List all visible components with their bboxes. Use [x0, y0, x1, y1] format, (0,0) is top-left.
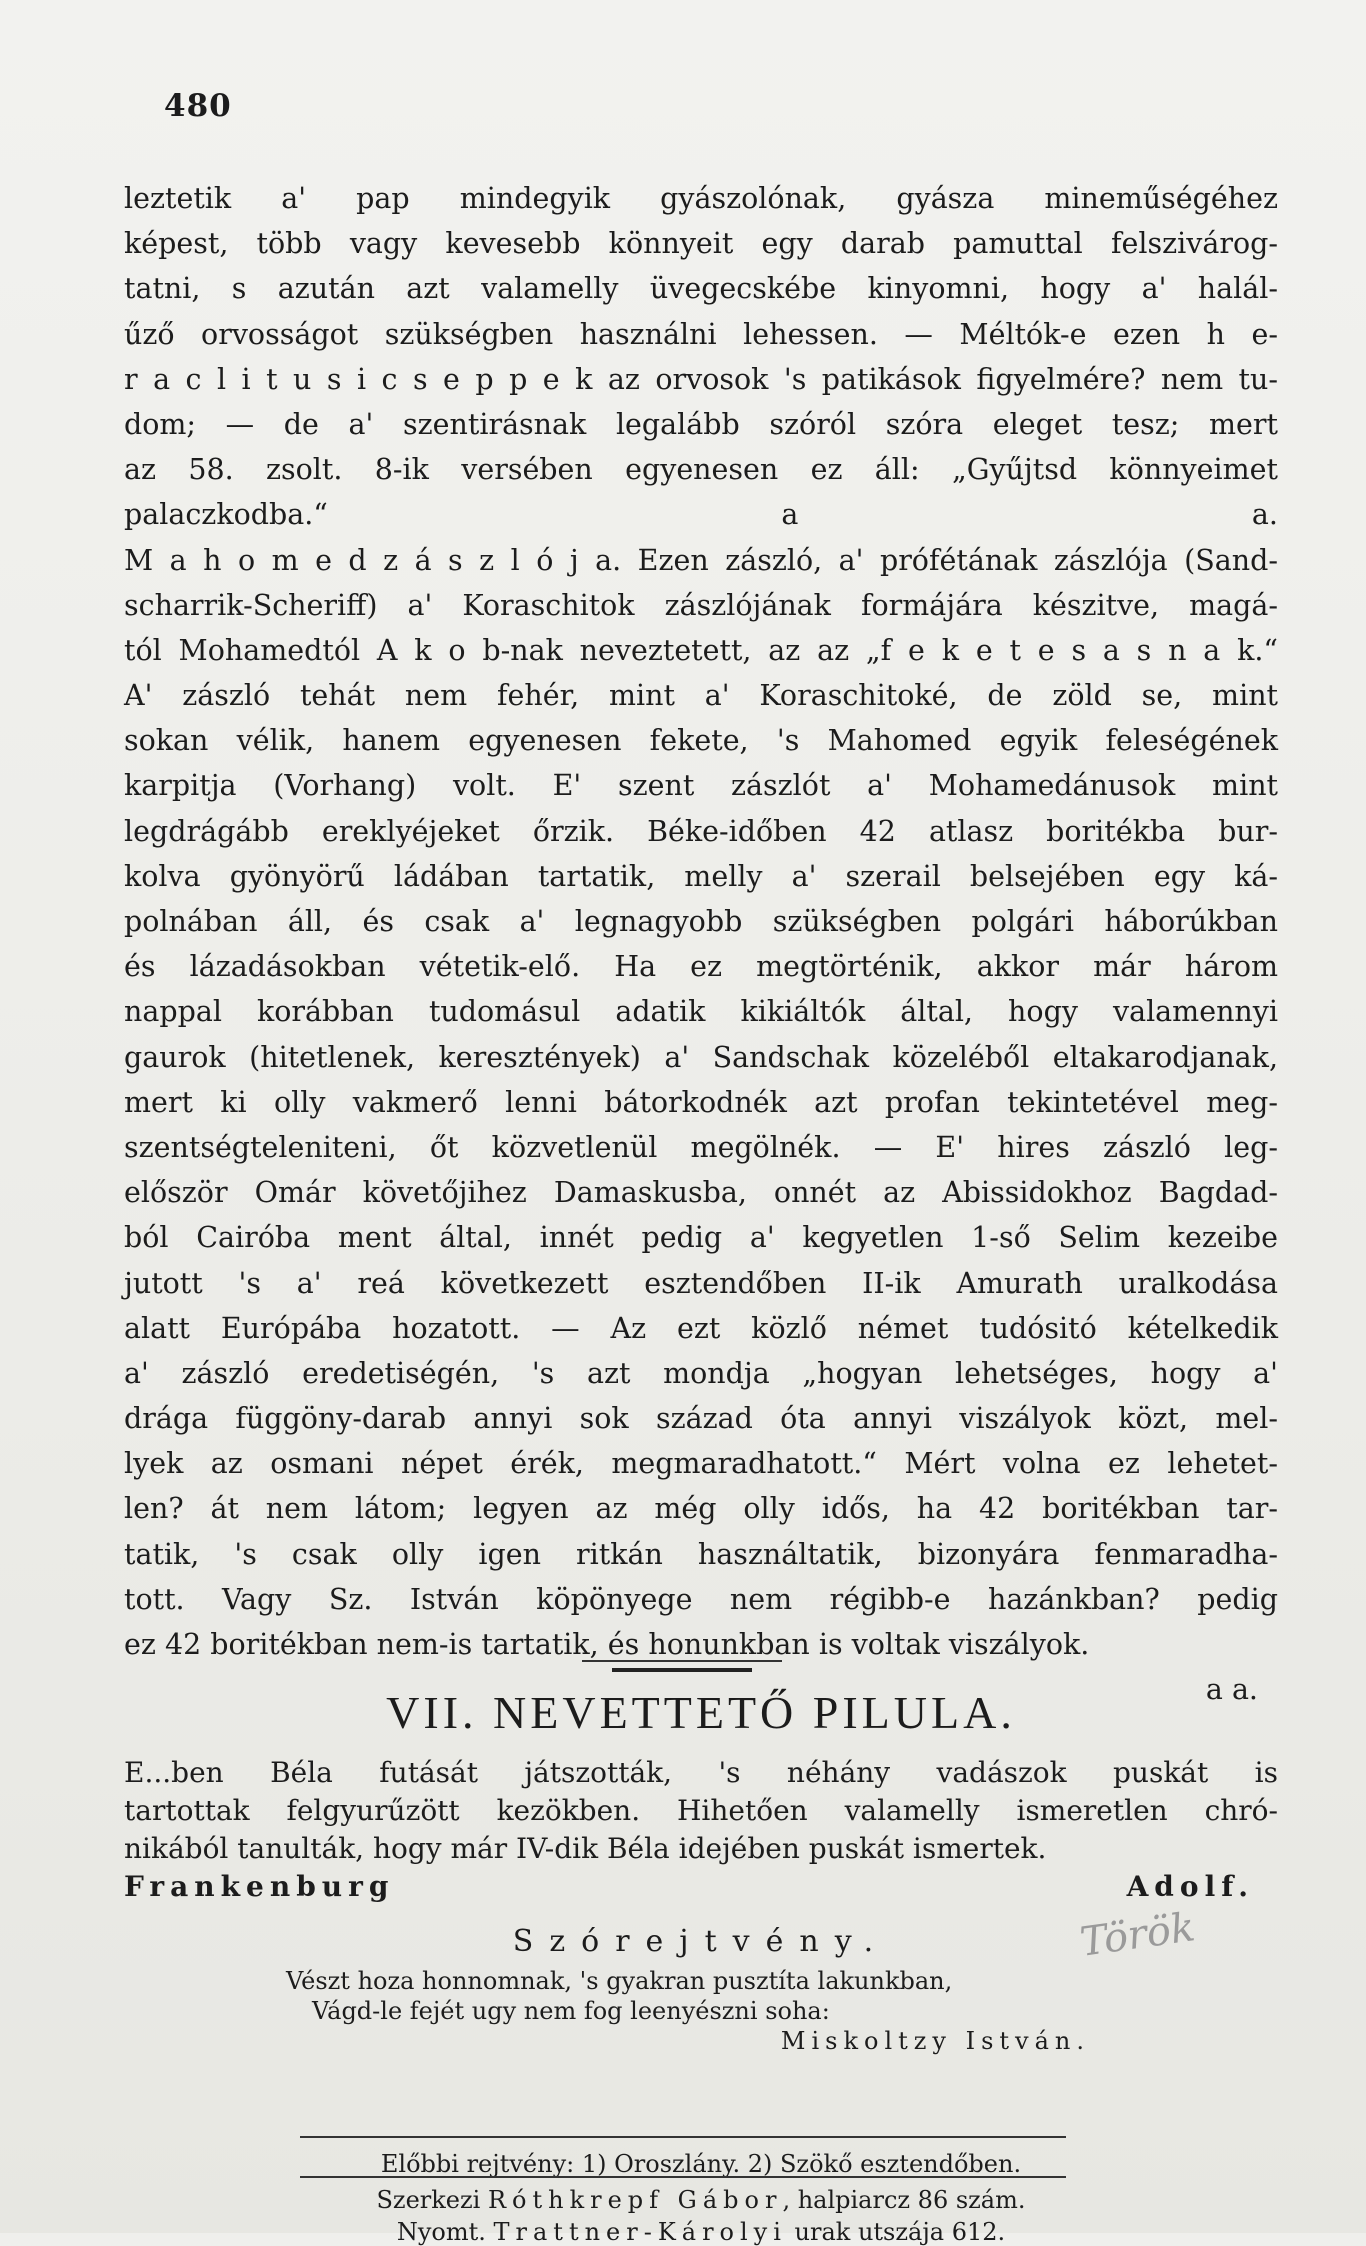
footer-rule-2 — [300, 2176, 1066, 2178]
body-line: alatt Európába hozatott. — Az ezt közlő német tudósitó kételkedik — [124, 1311, 1278, 1345]
printer-prefix: Nyomt. — [396, 2218, 486, 2246]
body-line: jutott 's a' reá következett esztendőben II-ik Amurath uralkodása — [124, 1266, 1278, 1300]
riddle-author: Miskoltzy István. — [780, 2027, 1090, 2055]
divider-rule — [582, 1660, 782, 1662]
editor-address: , halpiarcz 86 szám. — [782, 2186, 1026, 2214]
printer-address: urak utszája 612. — [794, 2218, 1006, 2246]
body-line: dom; — de a' szentirásnak legalább szóról szóra eleget tesz; mert — [124, 407, 1278, 441]
body-line: nappal korábban tudomásul adatik kikiáltók által, hogy valamennyi — [124, 995, 1278, 1029]
body-line: r a c l i t u s i c s e p p e k az orvosok 's patikások figyelmére? nem tu- — [124, 362, 1278, 396]
editor-line — [124, 2186, 1278, 2214]
body-line: a' zászló eredetiségén, 's azt mondja „hogyan lehetséges, hogy a' — [124, 1356, 1278, 1390]
body-line: palaczkodba.“ a a. — [124, 498, 1278, 532]
body-line: polnában áll, és csak a' legnagyobb szükségben polgári háborúkban — [124, 905, 1278, 938]
riddle-line: Vágd-le fejét ugy nem fog leenyészni soha: — [312, 1997, 830, 2025]
riddle-title: Szórejtvény. — [512, 1924, 890, 1959]
body-line: szentségteleniteni, őt közvetlenül megölnék. — E' hires zászló leg- — [124, 1130, 1278, 1164]
article-signoff: a a. — [1205, 1673, 1258, 1707]
body-line: legdrágább ereklyéjeket őrzik. Béke-időben 42 atlasz boritékba bur- — [124, 814, 1278, 848]
body-line: kolva gyönyörű ládában tartatik, melly a' szerail belsejében egy ká- — [124, 859, 1278, 893]
section-title: VII. NEVETTETŐ PILULA. — [386, 1687, 1016, 1738]
anecdote-line: tartottak felgyurűzött kezökben. Hihetően valamelly ismeretlen chró- — [124, 1794, 1278, 1827]
body-line: drága függöny-darab annyi sok század óta annyi viszályok közt, mel- — [124, 1402, 1278, 1436]
body-line: tatni, s azután azt valamelly üvegecskébe kinyomni, hogy a' halál- — [124, 272, 1278, 306]
body-line: leztetik a' pap mindegyik gyászolónak, gyásza mineműségéhez — [124, 182, 1278, 215]
printer-name: Trattner-Károlyi — [493, 2218, 787, 2246]
riddle-line: Vészt hoza honnomnak, 's gyakran pusztíta lakunkban, — [286, 1967, 953, 1995]
article-body — [124, 176, 1278, 1712]
page-number: 480 — [164, 88, 232, 124]
body-line: először Omár követőjihez Damaskusba, onnét az Abissidokhoz Bagdad- — [124, 1176, 1278, 1210]
body-line: gaurok (hitetlenek, keresztények) a' Sandschak közeléből eltakarodjanak, — [124, 1040, 1278, 1074]
body-line: M a h o m e d z á s z l ó j a. Ezen zászló, a' prófétának zászlója (Sand- — [124, 543, 1278, 577]
body-line: scharrik-Scheriff) a' Koraschitok zászlójának formájára készitve, magá- — [124, 588, 1278, 622]
anecdote — [124, 1754, 1278, 1906]
footer-rule — [300, 2136, 1066, 2138]
body-line: ból Cairóba ment által, innét pedig a' kegyetlen 1-ső Selim kezeibe — [124, 1221, 1278, 1255]
previous-riddle-answer: Előbbi rejtvény: 1) Oroszlány. 2) Szökő esztendőben. — [380, 2150, 1022, 2178]
anecdote-author: Frankenburg Adolf. — [124, 1870, 1254, 1903]
body-line: len? át nem látom; legyen az még olly idős, ha 42 boritékban tar- — [124, 1492, 1278, 1526]
body-line: karpitja (Vorhang) volt. E' szent zászlót a' Mohamedánusok mint — [124, 769, 1278, 803]
body-line: tól Mohamedtól A k o b-nak neveztetett, az az „f e k e t e s a s n a k.“ — [124, 633, 1278, 667]
editor-name: Róthkrepf Gábor — [487, 2186, 783, 2214]
body-line: és lázadásokban vétetik-elő. Ha ez megtörténik, akkor már három — [124, 950, 1278, 984]
body-line: sokan vélik, hanem egyenesen fekete, 's Mahomed egyik feleségének — [124, 724, 1278, 758]
divider-rule-thick — [612, 1668, 752, 1672]
anecdote-line: E...ben Béla futását játszották, 's néhány vadászok puskát is — [124, 1756, 1278, 1789]
body-line: mert ki olly vakmerő lenni bátorkodnék azt profan tekintetével meg- — [124, 1085, 1278, 1119]
anecdote-line: nikából tanulták, hogy már IV-dik Béla idejében puskát ismertek. — [124, 1832, 1047, 1865]
printer-line — [124, 2218, 1278, 2246]
body-line: ez 42 boritékban nem-is tartatik, és honunkban is voltak viszályok. — [124, 1628, 1090, 1661]
body-line: tott. Vagy Sz. István köpönyege nem régibb-e hazánkban? pedig — [124, 1582, 1278, 1616]
editor-prefix: Szerkezi — [376, 2186, 481, 2214]
handwritten-note: Török — [1077, 1904, 1198, 1966]
body-line: tatik, 's csak olly igen ritkán használtatik, bizonyára fenmaradha- — [124, 1537, 1278, 1571]
riddle — [250, 1966, 1130, 2056]
body-line: lyek az osmani népet érék, megmaradhatott.“ Mért volna ez lehetet- — [124, 1447, 1278, 1481]
body-line: A' zászló tehát nem fehér, mint a' Koraschitoké, de zöld se, mint — [124, 679, 1278, 713]
body-line: képest, több vagy kevesebb könnyeit egy darab pamuttal felszivárog- — [124, 227, 1278, 261]
body-line: űző orvosságot szükségben használni lehessen. — Méltók-e ezen h e- — [124, 317, 1278, 351]
body-line: az 58. zsolt. 8-ik versében egyenesen ez áll: „Gyűjtsd könnyeimet — [124, 453, 1278, 487]
